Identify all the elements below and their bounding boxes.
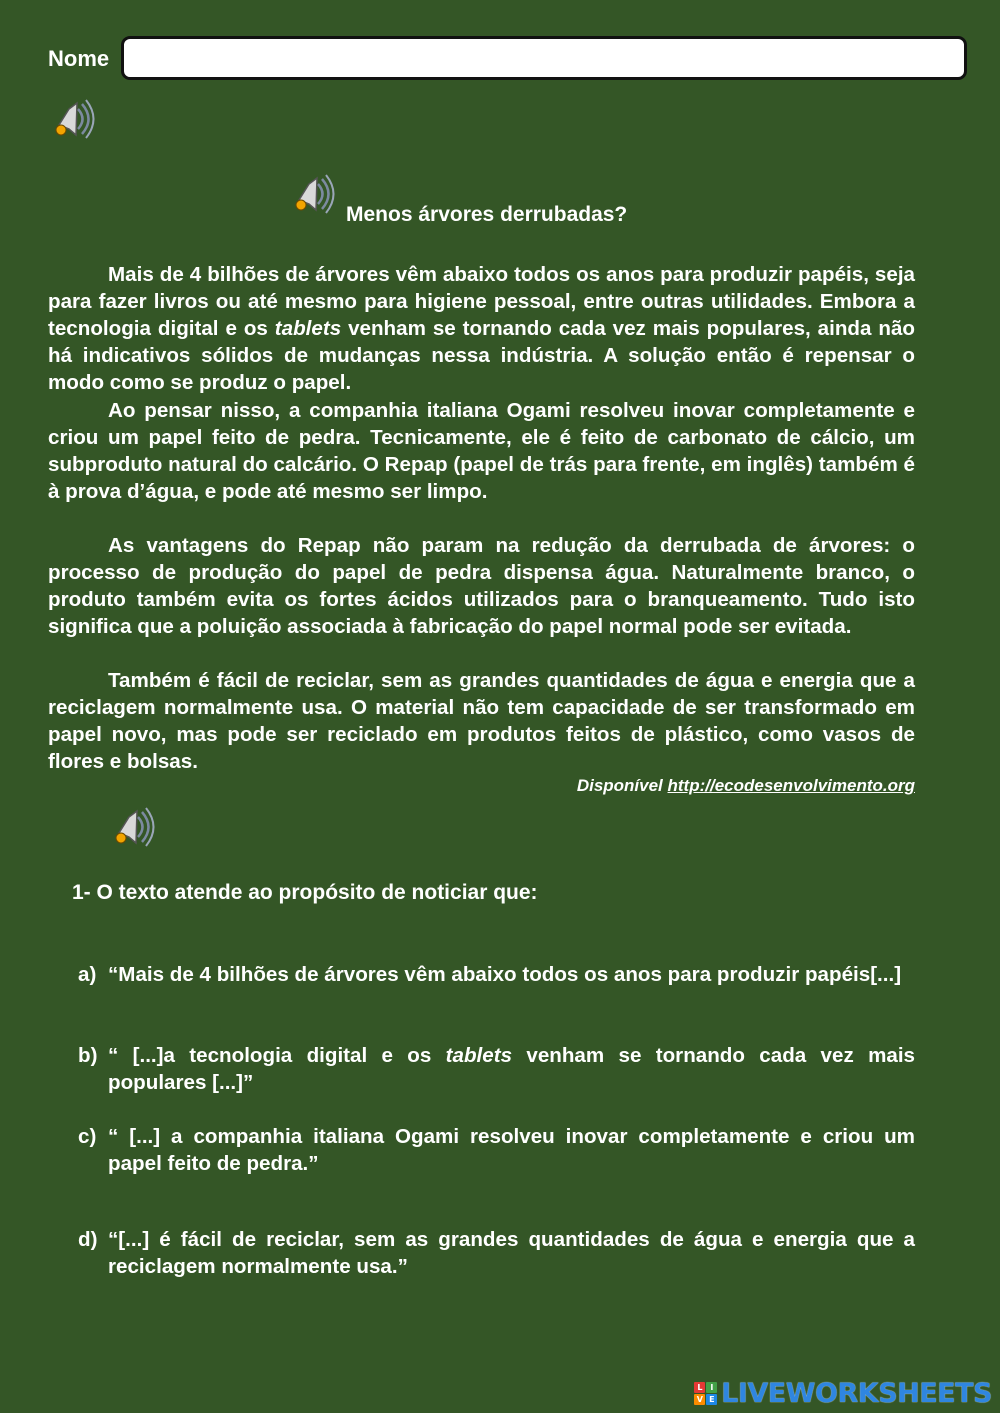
option-d[interactable]: d) “[...] é fácil de reciclar, sem as grandes quantidades de água e energia que a reciclagem normalmente usa.” (78, 1228, 915, 1278)
name-label: Nome (48, 46, 110, 71)
question-prompt: 1- O texto atende ao propósito de noticiar que: (72, 881, 538, 904)
option-b[interactable]: b) “ [...]a tecnologia digital e os tablets venham se tornando cada vez mais populares [...]” (78, 1044, 916, 1094)
source-citation (577, 776, 915, 796)
speaker-icon[interactable] (53, 97, 97, 141)
source-prefix: Disponível (576, 776, 663, 795)
watermark-text: LIVEWORKSHEETS (721, 1377, 992, 1409)
article-paragraph-2: Ao pensar nisso, a companhia italiana Ogami resolveu inovar completamente e criou um papel feito de pedra. Tecnicamente, ele é feito de carbonato de cálcio, um subproduto natural do calcário. O Repap (papel de trás para frente, em inglês) também é à prova d’água, e pode até mesmo ser limpo. (48, 399, 915, 503)
title-speaker-icon[interactable] (293, 172, 337, 216)
source-link[interactable]: http://ecodesenvolvimento.org (667, 776, 915, 795)
liveworksheets-logo-icon: L I V E (694, 1382, 717, 1405)
article-title: Menos árvores derrubadas? (346, 203, 628, 226)
option-c[interactable]: c) “ [...] a companhia italiana Ogami resolveu inovar completamente e criou um papel feito de pedra.” (78, 1125, 915, 1175)
liveworksheets-watermark (694, 1377, 992, 1409)
article-paragraph-3: As vantagens do Repap não param na redução da derrubada de árvores: o processo de produção do papel de pedra dispensa água. Naturalmente branco, o produto também evita os fortes ácidos utilizados para o branqueamento. Tudo isto significa que a poluição associada à fabricação do papel normal pode ser evitada. (48, 534, 915, 638)
option-a[interactable]: a) “Mais de 4 bilhões de árvores vêm abaixo todos os anos para produzir papéis[...] (78, 963, 902, 986)
article-paragraph-4: Também é fácil de reciclar, sem as grandes quantidades de água e energia que a reciclagem normalmente usa. O material não tem capacidade de ser transformado em papel novo, mas pode ser reciclado em produtos feitos de plástico, como vasos de flores e bolsas. (48, 669, 915, 773)
question-speaker-icon[interactable] (113, 805, 157, 849)
name-input[interactable] (121, 36, 967, 80)
article-paragraph-1: Mais de 4 bilhões de árvores vêm abaixo todos os anos para produzir papéis, seja para fazer livros ou até mesmo para higiene pessoal, entre outras utilidades. Embora a tecnologia digital e os tablets venham se tornando cada vez mais populares, ainda não há indicativos sólidos de mudanças nessa indústria. A solução então é repensar o modo como se produz o papel. (48, 263, 915, 394)
